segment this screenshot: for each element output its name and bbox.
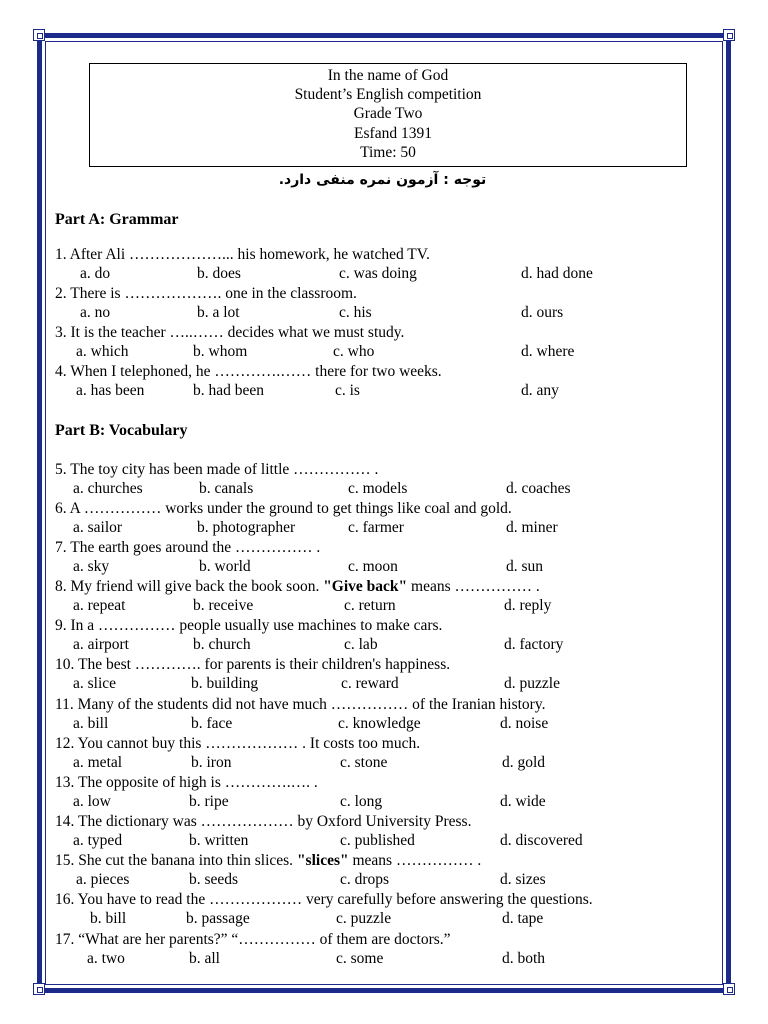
answer-option: c. farmer (348, 519, 404, 536)
answer-option: c. was doing (339, 265, 417, 282)
answer-option: c. lab (344, 636, 378, 653)
answer-option: b. whom (193, 343, 248, 360)
answer-option: a. airport (73, 636, 129, 653)
answer-option: c. moon (348, 558, 398, 575)
answer-option: a. do (80, 265, 111, 282)
header-line: Time: 50 (360, 143, 416, 161)
answer-option: d. discovered (500, 832, 583, 849)
question-text: means …………… . (407, 578, 540, 595)
answer-option: b. all (189, 950, 220, 967)
header-line: Grade Two (353, 105, 423, 123)
answer-option: b. canals (199, 480, 254, 497)
answer-option: a. metal (73, 754, 123, 771)
answer-option: a. low (73, 793, 111, 810)
question-text: 8. My friend will give back the book soon. (55, 578, 324, 595)
answer-option: d. factory (504, 636, 564, 653)
answer-option: d. any (521, 382, 559, 399)
question-stem: 10. The best …………. for parents is their children's happiness. (55, 656, 451, 673)
question-stem: 4. When I telephoned, he ………….…… there for two weeks. (55, 363, 442, 380)
question-stem: 3. It is the teacher …..…… decides what we must study. (55, 324, 405, 341)
answer-option: d. noise (500, 715, 549, 732)
answer-option: c. puzzle (336, 910, 392, 927)
question-stem: 5. The toy city has been made of little …………… . (55, 461, 379, 478)
answer-option: d. wide (500, 793, 546, 810)
answer-option: b. face (191, 715, 233, 732)
answer-option: a. bill (73, 715, 109, 732)
answer-option: c. long (340, 793, 383, 810)
answer-option: b. seeds (189, 871, 239, 888)
answer-option: b. does (197, 265, 241, 282)
answer-option: d. coaches (506, 480, 571, 497)
answer-option: a. slice (73, 675, 117, 692)
answer-option: d. where (521, 343, 575, 360)
answer-option: d. reply (504, 597, 552, 614)
answer-option: a. sailor (73, 519, 123, 536)
answer-option: b. world (199, 558, 251, 575)
answer-option: b. building (191, 675, 259, 692)
answer-option: d. both (502, 950, 546, 967)
answer-option: c. reward (341, 675, 399, 692)
answer-option: a. has been (76, 382, 145, 399)
answer-option: b. church (193, 636, 251, 653)
answer-option: a. pieces (76, 871, 130, 888)
question-stem: 16. You have to read the ……………… very carefully before answering the questions. (55, 891, 593, 908)
answer-option: d. ours (521, 304, 564, 321)
question-text: 15. She cut the banana into thin slices. (55, 852, 297, 869)
question-stem: 17. “What are her parents?” “…………… of them are doctors.” (55, 931, 451, 948)
answer-option: c. return (344, 597, 396, 614)
answer-option: b. receive (193, 597, 254, 614)
question-stem (55, 852, 481, 870)
answer-option: b. had been (193, 382, 265, 399)
quoted-term: "slices" (296, 852, 349, 869)
question-text: means …………… . (348, 852, 482, 869)
answer-option: a. which (76, 343, 129, 360)
header-line: In the name of God (327, 67, 449, 84)
question-stem: 2. There is ………………. one in the classroom. (55, 285, 357, 302)
answer-option: d. sun (506, 558, 544, 575)
question-stem: 14. The dictionary was ……………… by Oxford University Press. (55, 813, 472, 830)
question-stem (55, 578, 540, 596)
corner-ornament (723, 29, 735, 41)
answer-option: c. drops (340, 871, 390, 888)
answer-option: c. who (333, 343, 375, 360)
question-stem: 6. A …………… works under the ground to get things like coal and gold. (55, 500, 512, 517)
question-stem: 12. You cannot buy this ……………… . It costs too much. (55, 735, 421, 752)
header-line: Student’s English competition (294, 86, 482, 104)
answer-option: d. tape (502, 910, 544, 927)
answer-option: b. written (189, 832, 249, 849)
answer-option: c. some (336, 950, 384, 967)
answer-option: b. ripe (189, 793, 229, 810)
negative-marking-note: توجه : آزمون نمره منفی دارد. (278, 172, 487, 188)
answer-option: d. puzzle (504, 675, 560, 692)
answer-option: b. passage (186, 910, 250, 927)
answer-option: d. gold (502, 754, 546, 771)
answer-option: b. iron (191, 754, 232, 771)
question-stem: 13. The opposite of high is ………….…. . (55, 774, 318, 791)
answer-option: a. two (87, 950, 125, 967)
exam-header-box (89, 63, 687, 167)
question-stem: 1. After Ali ………………... his homework, he watched TV. (55, 246, 430, 263)
answer-option: c. knowledge (338, 715, 421, 732)
answer-option: c. his (339, 304, 372, 321)
corner-ornament (33, 983, 45, 995)
answer-option: c. models (348, 480, 408, 497)
answer-option: b. photographer (197, 519, 296, 536)
part-a-title: Part A: Grammar (55, 211, 179, 228)
answer-option: c. published (340, 832, 415, 849)
header-line: Esfand 1391 (354, 124, 432, 142)
corner-ornament (723, 983, 735, 995)
answer-option: d. sizes (500, 871, 546, 888)
answer-option: d. had done (521, 265, 593, 282)
answer-option: b. bill (90, 910, 127, 927)
answer-option: d. miner (506, 519, 558, 536)
corner-ornament (33, 29, 45, 41)
question-stem: 11. Many of the students did not have much …………… of the Iranian history. (55, 696, 546, 713)
answer-option: a. churches (73, 480, 143, 497)
answer-option: c. stone (340, 754, 388, 771)
answer-option: a. typed (73, 832, 123, 849)
answer-option: a. no (80, 304, 111, 321)
answer-option: a. repeat (73, 597, 126, 614)
quoted-term: "Give back" (323, 578, 408, 595)
part-b-title: Part B: Vocabulary (55, 422, 188, 439)
question-stem: 7. The earth goes around the …………… . (55, 539, 321, 556)
question-stem: 9. In a …………… people usually use machines to make cars. (55, 617, 443, 634)
answer-option: a. sky (73, 558, 110, 575)
answer-option: b. a lot (197, 304, 240, 321)
answer-option: c. is (335, 382, 360, 399)
